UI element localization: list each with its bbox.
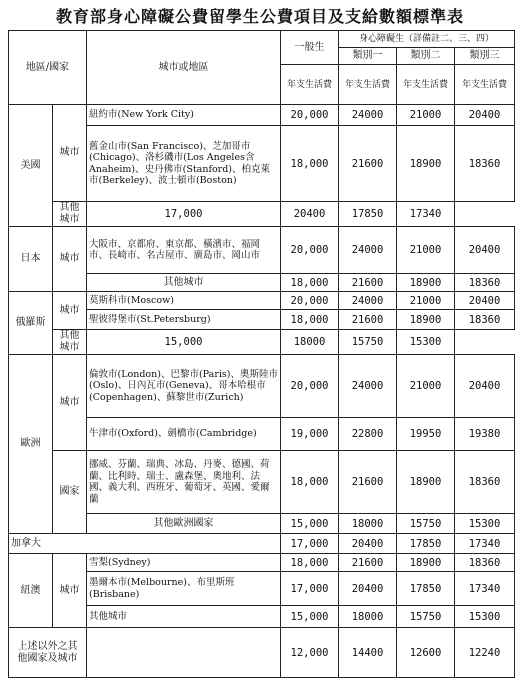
- place-cell: 莫斯科市(Moscow): [87, 292, 281, 310]
- general-cell: 18,000: [281, 126, 339, 202]
- header-cat1: 類別一: [339, 48, 397, 65]
- region-sub-city: 城市: [53, 292, 87, 330]
- cat1-cell: 21600: [339, 310, 397, 330]
- cat1-cell: 20400: [281, 202, 339, 227]
- cat1-cell: 21600: [339, 274, 397, 292]
- general-cell: 15,000: [281, 606, 339, 628]
- general-cell: 17,000: [281, 534, 339, 554]
- place-cell: 其他城市: [53, 202, 87, 227]
- region-sub-city: 城市: [53, 554, 87, 628]
- cat3-cell: 18360: [455, 126, 515, 202]
- general-cell: 20,000: [281, 105, 339, 126]
- cat2-cell: 15750: [339, 330, 397, 355]
- table-row: [9, 105, 515, 126]
- cat1-cell: 18000: [281, 330, 339, 355]
- cat2-cell: 17850: [397, 534, 455, 554]
- header-annual: 年支生活費: [339, 65, 397, 105]
- general-cell: 20,000: [281, 227, 339, 274]
- cat1-cell: 24000: [339, 227, 397, 274]
- header-annual: 年支生活費: [281, 65, 339, 105]
- general-cell: 18,000: [281, 274, 339, 292]
- cat3-cell: 17340: [455, 572, 515, 606]
- place-cell: 其他歐洲國家: [87, 514, 281, 534]
- cat1-cell: 22800: [339, 418, 397, 451]
- place-cell: 挪威、芬蘭、瑞典、冰島、丹麥、德國、荷蘭、比利時、瑞士、盧森堡、奧地利、法國、義大利、西班牙、葡萄牙、英國、愛爾蘭: [87, 451, 281, 514]
- cat2-cell: 19950: [397, 418, 455, 451]
- table-row: [9, 534, 515, 554]
- general-cell: 17,000: [281, 572, 339, 606]
- region-sub-city: 城市: [53, 227, 87, 292]
- header-annual: 年支生活費: [397, 65, 455, 105]
- cat1-cell: 21600: [339, 451, 397, 514]
- cat1-cell: 21600: [339, 554, 397, 572]
- cat3-cell: 18360: [455, 274, 515, 292]
- cat3-cell: 17340: [455, 534, 515, 554]
- cat2-cell: 18900: [397, 126, 455, 202]
- general-cell: 19,000: [281, 418, 339, 451]
- cat2-cell: 15750: [397, 514, 455, 534]
- region-australia: 紐澳: [9, 554, 53, 628]
- cat2-cell: 21000: [397, 105, 455, 126]
- cat1-cell: 18000: [339, 606, 397, 628]
- place-cell: 雪梨(Sydney): [87, 554, 281, 572]
- cat1-cell: 14400: [339, 628, 397, 678]
- place-cell: [87, 628, 281, 678]
- place-cell: 倫敦市(London)、巴黎市(Paris)、奧斯陸市(Oslo)、日內瓦市(Geneva)、哥本哈根市(Copenhagen)、蘇黎世市(Zurich): [87, 355, 281, 418]
- cat2-cell: 21000: [397, 355, 455, 418]
- table-row: [9, 227, 515, 274]
- cat1-cell: 24000: [339, 355, 397, 418]
- place-cell: 墨爾本市(Melbourne)、布里斯班(Brisbane): [87, 572, 281, 606]
- cat1-cell: 18000: [339, 514, 397, 534]
- cat3-cell: 15300: [397, 330, 455, 355]
- table-row: [9, 451, 515, 514]
- region-sub-country: 國家: [53, 451, 87, 534]
- header-cat2: 類別二: [397, 48, 455, 65]
- cat2-cell: 21000: [397, 292, 455, 310]
- general-cell: 18,000: [281, 451, 339, 514]
- general-cell: 18,000: [281, 554, 339, 572]
- place-cell: 大阪市、京都府、東京都、橫濱市、福岡市、長崎市、名古屋市、廣島市、岡山市: [87, 227, 281, 274]
- general-cell: 18,000: [281, 310, 339, 330]
- place-cell: 紐約市(New York City): [87, 105, 281, 126]
- place-cell: 其他城市: [87, 606, 281, 628]
- cat1-cell: 21600: [339, 126, 397, 202]
- header-cat3: 類別三: [455, 48, 515, 65]
- table-row: [9, 292, 515, 310]
- cat3-cell: 15300: [455, 514, 515, 534]
- cat3-cell: 18360: [455, 310, 515, 330]
- cat3-cell: 19380: [455, 418, 515, 451]
- general-cell: 15,000: [87, 330, 281, 355]
- cat2-cell: 18900: [397, 274, 455, 292]
- header-region: 地區/國家: [9, 31, 87, 105]
- cat3-cell: 17340: [397, 202, 455, 227]
- place-cell: 其他城市: [53, 330, 87, 355]
- region-europe: 歐洲: [9, 355, 53, 534]
- cat2-cell: 17850: [397, 572, 455, 606]
- document-title: 教育部身心障礙公費留學生公費項目及支給數額標準表: [55, 7, 464, 26]
- region-japan: 日本: [9, 227, 53, 292]
- cat3-cell: 15300: [455, 606, 515, 628]
- general-cell: 15,000: [281, 514, 339, 534]
- cat2-cell: 18900: [397, 554, 455, 572]
- cat3-cell: 12240: [455, 628, 515, 678]
- place-cell: 舊金山市(San Francisco)、芝加哥市(Chicago)、洛杉磯市(Los Angeles含Anaheim)、史丹佛市(Stanford)、柏克萊市(Berkeley)、波士頓市(Boston): [87, 126, 281, 202]
- region-canada: 加拿大: [9, 534, 281, 554]
- allowance-table: [8, 30, 515, 678]
- cat3-cell: 20400: [455, 292, 515, 310]
- header-city: 城市或地區: [87, 31, 281, 105]
- cat1-cell: 24000: [339, 105, 397, 126]
- cat2-cell: 18900: [397, 310, 455, 330]
- header-annual: 年支生活費: [455, 65, 515, 105]
- place-cell: 聖彼得堡市(St.Petersburg): [87, 310, 281, 330]
- general-cell: 17,000: [87, 202, 281, 227]
- general-cell: 12,000: [281, 628, 339, 678]
- cat1-cell: 24000: [339, 292, 397, 310]
- region-others: 上述以外之其他國家及城市: [9, 628, 87, 678]
- header-general: 一般生: [281, 31, 339, 65]
- region-usa: 美國: [9, 105, 53, 227]
- region-sub-city: 城市: [53, 355, 87, 451]
- table-row: [9, 628, 515, 678]
- cat2-cell: 21000: [397, 227, 455, 274]
- cat3-cell: 20400: [455, 227, 515, 274]
- general-cell: 20,000: [281, 292, 339, 310]
- cat2-cell: 12600: [397, 628, 455, 678]
- cat2-cell: 17850: [339, 202, 397, 227]
- cat2-cell: 18900: [397, 451, 455, 514]
- cat3-cell: 20400: [455, 105, 515, 126]
- cat3-cell: 18360: [455, 451, 515, 514]
- table-row: [9, 330, 515, 355]
- region-russia: 俄羅斯: [9, 292, 53, 355]
- table-row: [9, 554, 515, 572]
- place-cell: 其他城市: [87, 274, 281, 292]
- table-row: [9, 202, 515, 227]
- general-cell: 20,000: [281, 355, 339, 418]
- header-row: [9, 31, 515, 48]
- cat1-cell: 20400: [339, 534, 397, 554]
- region-sub-city: 城市: [53, 105, 87, 202]
- table-row: [9, 355, 515, 418]
- header-disabled: 身心障礙生（詳備註二、三、四）: [339, 31, 515, 48]
- cat1-cell: 20400: [339, 572, 397, 606]
- cat3-cell: 20400: [455, 355, 515, 418]
- cat2-cell: 15750: [397, 606, 455, 628]
- place-cell: 牛津市(Oxford)、劍橋市(Cambridge): [87, 418, 281, 451]
- cat3-cell: 18360: [455, 554, 515, 572]
